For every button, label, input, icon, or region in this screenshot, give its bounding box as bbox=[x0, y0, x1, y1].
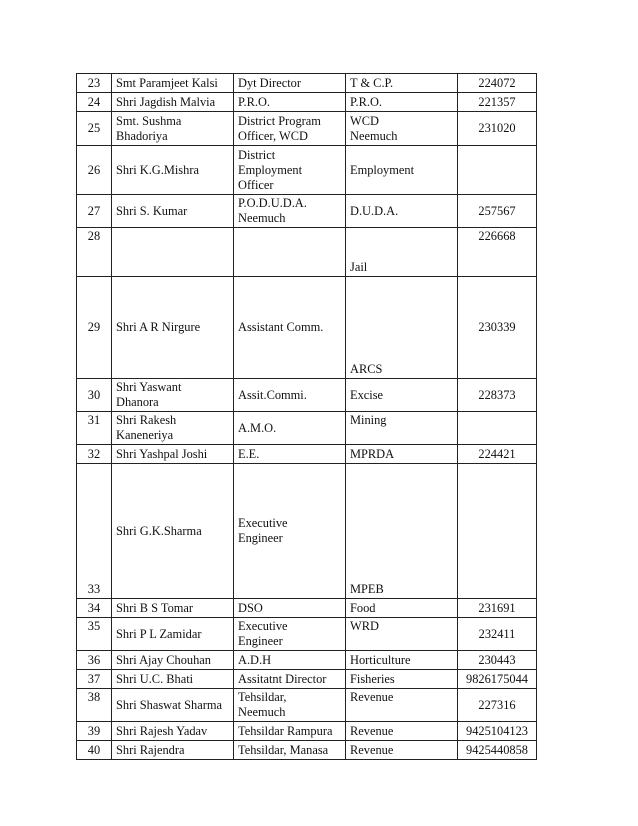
table-row bbox=[77, 93, 537, 112]
serial-number: 28 bbox=[77, 228, 112, 277]
phone-number bbox=[458, 464, 537, 599]
designation: P.O.D.U.D.A. Neemuch bbox=[234, 195, 346, 228]
serial-number: 36 bbox=[77, 651, 112, 670]
department: WCD Neemuch bbox=[346, 112, 458, 146]
designation: DSO bbox=[234, 599, 346, 618]
designation: District Employment Officer bbox=[234, 146, 346, 195]
officer-directory-table bbox=[76, 73, 537, 760]
designation: P.R.O. bbox=[234, 93, 346, 112]
designation: Assitatnt Director bbox=[234, 670, 346, 689]
designation: Tehsildar Rampura bbox=[234, 722, 346, 741]
phone-number: 232411 bbox=[458, 618, 537, 651]
phone-number: 221357 bbox=[458, 93, 537, 112]
department: MPRDA bbox=[346, 445, 458, 464]
serial-number: 26 bbox=[77, 146, 112, 195]
phone-number: 9425440858 bbox=[458, 741, 537, 760]
officer-name: Shri Rajendra bbox=[112, 741, 234, 760]
officer-name: Shri K.G.Mishra bbox=[112, 146, 234, 195]
department: Horticulture bbox=[346, 651, 458, 670]
serial-number: 32 bbox=[77, 445, 112, 464]
phone-number: 9425104123 bbox=[458, 722, 537, 741]
serial-number: 24 bbox=[77, 93, 112, 112]
officer-name: Shri S. Kumar bbox=[112, 195, 234, 228]
phone-number: 231691 bbox=[458, 599, 537, 618]
designation bbox=[234, 228, 346, 277]
officer-name: Shri Shaswat Sharma bbox=[112, 689, 234, 722]
department: Revenue bbox=[346, 689, 458, 722]
phone-number: 230339 bbox=[458, 277, 537, 379]
phone-number bbox=[458, 146, 537, 195]
officer-name: Shri Yashpal Joshi bbox=[112, 445, 234, 464]
table-row bbox=[77, 195, 537, 228]
designation: A.M.O. bbox=[234, 412, 346, 445]
serial-number: 38 bbox=[77, 689, 112, 722]
phone-number: 231020 bbox=[458, 112, 537, 146]
table-row bbox=[77, 651, 537, 670]
table-row bbox=[77, 689, 537, 722]
officer-name bbox=[112, 228, 234, 277]
designation: Executive Engineer bbox=[234, 618, 346, 651]
officer-name: Shri Yaswant Dhanora bbox=[112, 379, 234, 412]
serial-number: 39 bbox=[77, 722, 112, 741]
officer-name: Shri Rajesh Yadav bbox=[112, 722, 234, 741]
serial-number: 27 bbox=[77, 195, 112, 228]
phone-number: 228373 bbox=[458, 379, 537, 412]
department: MPEB bbox=[346, 464, 458, 599]
serial-number: 34 bbox=[77, 599, 112, 618]
officer-name: Shri P L Zamidar bbox=[112, 618, 234, 651]
officer-name: Shri Ajay Chouhan bbox=[112, 651, 234, 670]
department: Food bbox=[346, 599, 458, 618]
designation: Tehsildar, Neemuch bbox=[234, 689, 346, 722]
department: Excise bbox=[346, 379, 458, 412]
department: Mining bbox=[346, 412, 458, 445]
table-row bbox=[77, 379, 537, 412]
department: ARCS bbox=[346, 277, 458, 379]
department: Employment bbox=[346, 146, 458, 195]
table-row bbox=[77, 228, 537, 277]
officer-name: Smt. Sushma Bhadoriya bbox=[112, 112, 234, 146]
serial-number: 37 bbox=[77, 670, 112, 689]
table-row bbox=[77, 741, 537, 760]
department: Jail bbox=[346, 228, 458, 277]
designation: Dyt Director bbox=[234, 74, 346, 93]
table-row bbox=[77, 112, 537, 146]
serial-number: 30 bbox=[77, 379, 112, 412]
table-row bbox=[77, 74, 537, 93]
phone-number: 227316 bbox=[458, 689, 537, 722]
officer-name: Shri G.K.Sharma bbox=[112, 464, 234, 599]
serial-number: 40 bbox=[77, 741, 112, 760]
table-row bbox=[77, 445, 537, 464]
officer-name: Smt Paramjeet Kalsi bbox=[112, 74, 234, 93]
officer-name: Shri U.C. Bhati bbox=[112, 670, 234, 689]
table-row bbox=[77, 277, 537, 379]
officer-name: Shri Rakesh Kaneneriya bbox=[112, 412, 234, 445]
officer-name: Shri A R Nirgure bbox=[112, 277, 234, 379]
table-row bbox=[77, 670, 537, 689]
phone-number: 226668 bbox=[458, 228, 537, 277]
department: Revenue bbox=[346, 722, 458, 741]
serial-number: 25 bbox=[77, 112, 112, 146]
phone-number bbox=[458, 412, 537, 445]
serial-number: 33 bbox=[77, 464, 112, 599]
table-row bbox=[77, 722, 537, 741]
designation: Tehsildar, Manasa bbox=[234, 741, 346, 760]
department: D.U.D.A. bbox=[346, 195, 458, 228]
phone-number: 9826175044 bbox=[458, 670, 537, 689]
serial-number: 23 bbox=[77, 74, 112, 93]
department: T & C.P. bbox=[346, 74, 458, 93]
serial-number: 31 bbox=[77, 412, 112, 445]
phone-number: 224421 bbox=[458, 445, 537, 464]
designation: District Program Officer, WCD bbox=[234, 112, 346, 146]
phone-number: 224072 bbox=[458, 74, 537, 93]
department: Revenue bbox=[346, 741, 458, 760]
phone-number: 230443 bbox=[458, 651, 537, 670]
officer-name: Shri B S Tomar bbox=[112, 599, 234, 618]
table-row bbox=[77, 618, 537, 651]
designation: Executive Engineer bbox=[234, 464, 346, 599]
designation: Assit.Commi. bbox=[234, 379, 346, 412]
designation: A.D.H bbox=[234, 651, 346, 670]
serial-number: 29 bbox=[77, 277, 112, 379]
table-row bbox=[77, 412, 537, 445]
designation: Assistant Comm. bbox=[234, 277, 346, 379]
designation: E.E. bbox=[234, 445, 346, 464]
serial-number: 35 bbox=[77, 618, 112, 651]
table-row bbox=[77, 464, 537, 599]
table-row bbox=[77, 146, 537, 195]
department: WRD bbox=[346, 618, 458, 651]
table-row bbox=[77, 599, 537, 618]
department: Fisheries bbox=[346, 670, 458, 689]
officer-name: Shri Jagdish Malvia bbox=[112, 93, 234, 112]
department: P.R.O. bbox=[346, 93, 458, 112]
phone-number: 257567 bbox=[458, 195, 537, 228]
